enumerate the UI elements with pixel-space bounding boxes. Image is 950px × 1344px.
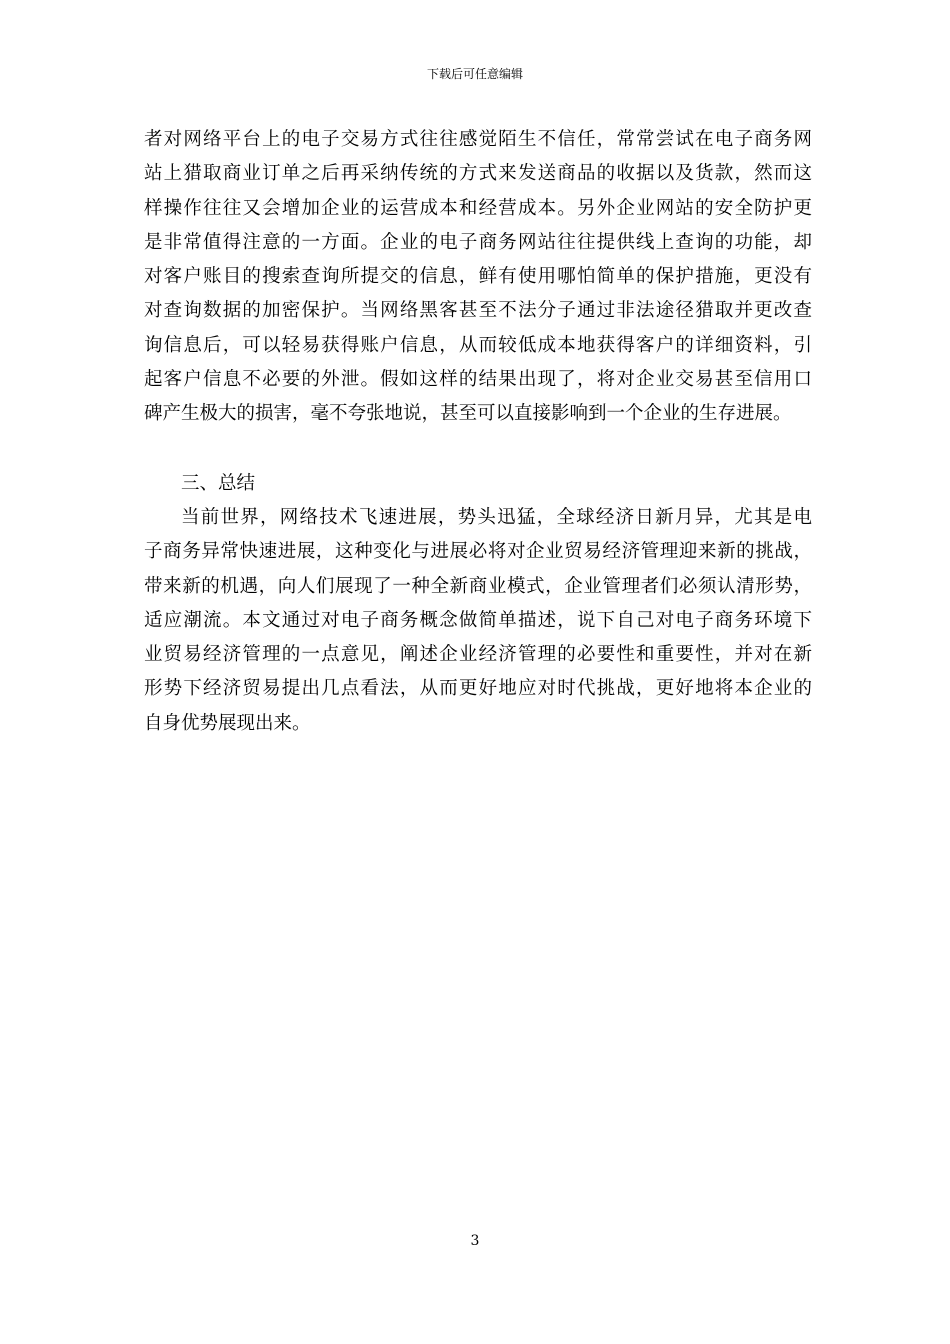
text-line: 带来新的机遇，向人们展现了一种全新商业模式，企业管理者们必须认清形势，	[144, 575, 812, 597]
text-line: 者对网络平台上的电子交易方式往往感觉陌生不信任，常常尝试在电子商务网	[144, 129, 812, 150]
text-line: 起客户信息不必要的外泄。假如这样的结果出现了，将对企业交易甚至信用口	[144, 369, 812, 391]
text-line: 自身优势展现出来。	[144, 712, 311, 734]
text-line: 站上猎取商业订单之后再采纳传统的方式来发送商品的收据以及货款，然而这	[144, 163, 812, 185]
text-line: 当前世界，网络技术飞速进展，势头迅猛，全球经济日新月异，尤其是电	[181, 506, 812, 528]
text-line: 形势下经济贸易提出几点看法，从而更好地应对时代挑战，更好地将本企业的	[144, 678, 812, 700]
text-line: 对查询数据的加密保护。当网络黑客甚至不法分子通过非法途径猎取并更改查	[144, 300, 812, 322]
text-line: 碑产生极大的损害，毫不夸张地说，甚至可以直接影响到一个企业的生存进展。	[144, 403, 792, 425]
text-line: 样操作往往又会增加企业的运营成本和经营成本。另外企业网站的安全防护更	[144, 197, 812, 219]
text-line: 对客户账目的搜索查询所提交的信息，鲜有使用哪怕简单的保护措施，更没有	[144, 266, 812, 288]
document-body	[144, 123, 812, 741]
text-line: 是非常值得注意的一方面。企业的电子商务网站往往提供线上查询的功能，却	[144, 231, 812, 253]
paragraph-continuation	[144, 123, 812, 432]
page-header: 下载后可任意编辑	[426, 67, 523, 81]
section-heading: 三、总结	[181, 472, 256, 494]
text-line: 适应潮流。本文通过对电子商务概念做简单描述，说下自己对电子商务环境下	[144, 609, 812, 631]
text-line: 子商务异常快速进展，这种变化与进展必将对企业贸易经济管理迎来新的挑战，	[144, 541, 812, 563]
text-line: 业贸易经济管理的一点意见，阐述企业经济管理的必要性和重要性，并对在新	[144, 644, 812, 666]
paragraph-summary	[144, 501, 812, 741]
text-line: 询信息后，可以轻易获得账户信息，从而较低成本地获得客户的详细资料，引	[144, 334, 812, 356]
page-number: 3	[470, 1233, 480, 1249]
